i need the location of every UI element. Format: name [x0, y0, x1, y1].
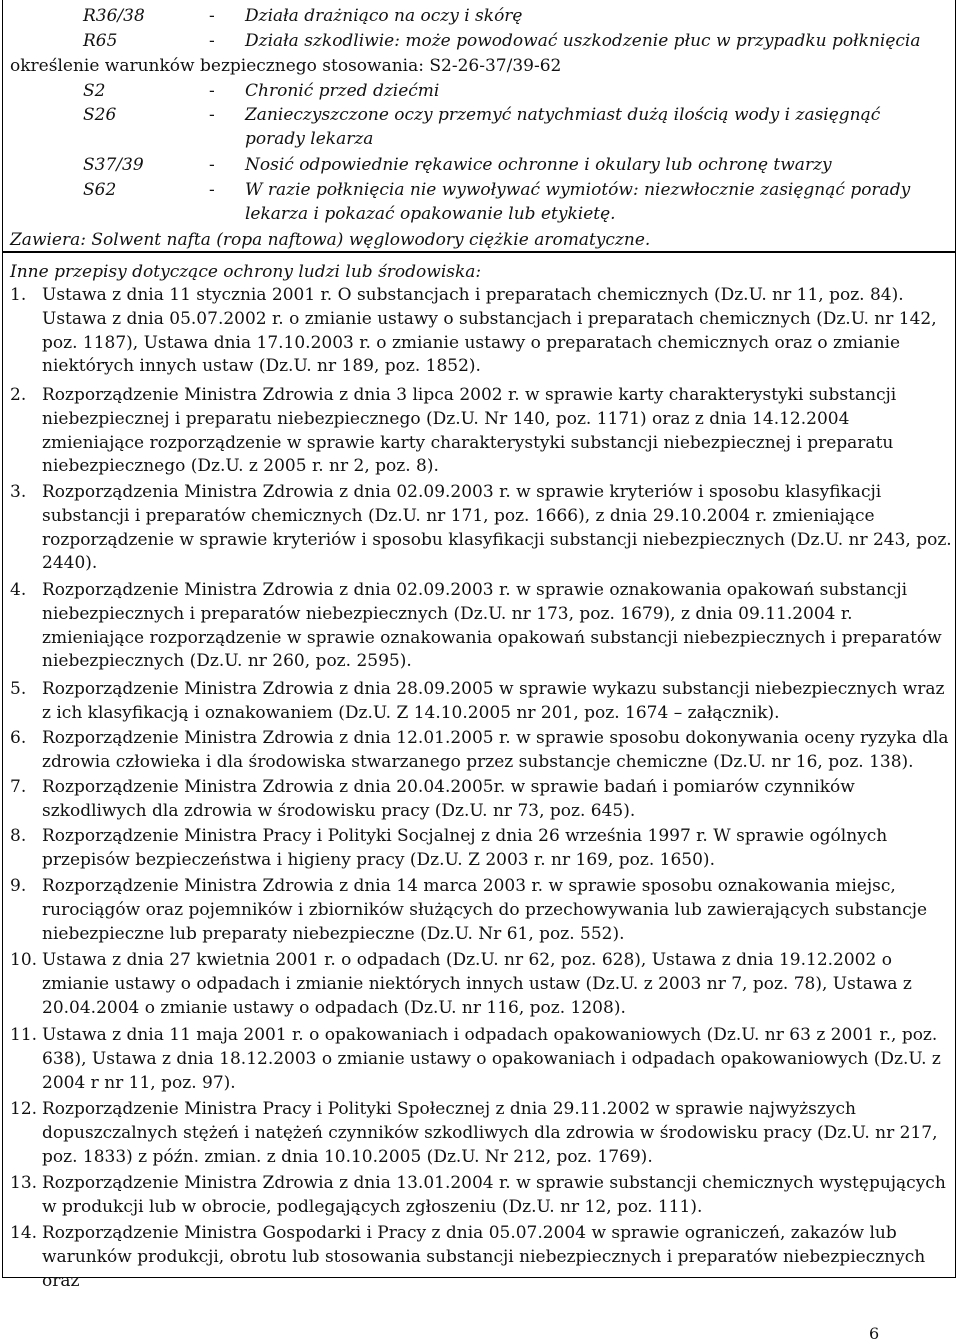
- s-phrase-text: Nosić odpowiednie rękawice ochronne i okulary lub ochronę twarzy: [245, 155, 832, 175]
- regulation-text: Rozporządzenie Ministra Zdrowia z dnia 14 marca 2003 r. w sprawie sposobu oznakowania miejsc, rurociągów oraz pojemników i zbiorników służących do przechowywania lub zawierających substancje niebezpieczne lub preparaty niebezpieczne (Dz.U. Nr 61, poz. 552).: [42, 876, 928, 944]
- s-phrase-dash: -: [209, 155, 215, 175]
- regulation-text: Ustawa z dnia 11 maja 2001 r. o opakowaniach i odpadach opakowaniowych (Dz.U. nr 63 z 2001 r., poz. 638), Ustawa z dnia 18.12.2003 o zmianie ustawy o opakowaniach i odpadach opakowaniowych (Dz.U. z 2004 r nr 11, poz. 97).: [42, 1025, 941, 1093]
- regulation-text: Rozporządzenie Ministra Pracy i Polityki Socjalnej z dnia 26 września 1997 r. W sprawie ogólnych przepisów bezpieczeństwa i higieny pracy (Dz.U. Z 2003 r. nr 169, poz. 1650).: [42, 826, 888, 870]
- regulation-number: 14.: [10, 1223, 38, 1243]
- regulation-text: Rozporządzenie Ministra Zdrowia z dnia 12.01.2005 r. w sprawie sposobu dokonywania oceny ryzyka dla zdrowia człowieka i dla środowiska stwarzanego przez substancje chemiczne (Dz.U. nr 16, poz. 138).: [42, 728, 949, 772]
- regulation-number: 10.: [10, 950, 38, 970]
- r-phrase-dash: -: [209, 6, 215, 26]
- regulation-number: 5.: [10, 679, 27, 699]
- regulation-number: 13.: [10, 1173, 38, 1193]
- regulation-number: 4.: [10, 580, 27, 600]
- page-number: 6: [869, 1324, 880, 1343]
- regulation-text: Rozporządzenie Ministra Zdrowia z dnia 02.09.2003 r. w sprawie oznakowania opakowań substancji niebezpiecznych i preparatów niebezpiecznych (Dz.U. nr 173, poz. 1679), z dnia 09.11.2004 r. zmieniające rozporządzenie w sprawie oznakowania opakowań substancji niebezpiecznych i preparatów niebezpiecznych (Dz.U. nr 260, poz. 2595).: [42, 580, 942, 672]
- s-phrase-code: S62: [83, 180, 117, 200]
- r-phrase-dash: -: [209, 31, 215, 51]
- contains-note: Zawiera: Solwent nafta (ropa naftowa) węglowodory ciężkie aromatyczne.: [10, 230, 651, 250]
- s-phrase-dash: -: [209, 180, 215, 200]
- regulation-text: Rozporządzenie Ministra Pracy i Polityki Społecznej z dnia 29.11.2002 w sprawie najwyższych dopuszczalnych stężeń i natężeń czynników szkodliwych dla zdrowia w środowisku pracy (Dz.U. nr 217, poz. 1833) z późn. zmian. z dnia 10.10.2005 (Dz.U. Nr 212, poz. 1769).: [42, 1099, 938, 1167]
- regulation-number: 12.: [10, 1099, 38, 1119]
- regulation-text: Rozporządzenie Ministra Zdrowia z dnia 13.01.2004 r. w sprawie substancji chemicznych występujących w produkcji lub w obrocie, podlegających zgłoszeniu (Dz.U. nr 12, poz. 111).: [42, 1173, 946, 1217]
- regulations-heading: Inne przepisy dotyczące ochrony ludzi lub środowiska:: [10, 262, 482, 282]
- r-phrase-text: Działa drażniąco na oczy i skórę: [245, 6, 523, 26]
- r-phrase-code: R36/38: [83, 6, 145, 26]
- r-phrase-code: R65: [83, 31, 118, 51]
- regulation-text: Rozporządzenie Ministra Zdrowia z dnia 20.04.2005r. w sprawie badań i pomiarów czynników szkodliwych dla zdrowia w środowisku pracy (Dz.U. nr 73, poz. 645).: [42, 777, 855, 821]
- regulation-number: 1.: [10, 285, 27, 305]
- regulation-number: 8.: [10, 826, 27, 846]
- regulation-number: 2.: [10, 385, 27, 405]
- regulation-text: Rozporządzenie Ministra Gospodarki i Pracy z dnia 05.07.2004 w sprawie ograniczeń, zakazów lub warunków produkcji, obrotu lub stosowania substancji niebezpiecznych i preparatów niebezpiecznych oraz: [42, 1223, 926, 1291]
- regulation-text: Ustawa z dnia 27 kwietnia 2001 r. o odpadach (Dz.U. nr 62, poz. 628), Ustawa z dnia 19.12.2002 o zmianie ustawy o odpadach i zmianie niektórych innych ustaw (Dz.U. z 2003 nr 7, poz. 78), Ustawa z 20.04.2004 o zmianie ustawy o odpadach (Dz.U. nr 116, poz. 1208).: [42, 950, 912, 1018]
- s-phrase-code: S26: [83, 105, 117, 125]
- regulation-text: Ustawa z dnia 11 stycznia 2001 r. O substancjach i preparatach chemicznych (Dz.U. nr 11, poz. 84). Ustawa z dnia 05.07.2002 r. o zmianie ustawy o substancjach i preparatach chemicznych (Dz.U. nr 142, poz. 1187), Ustawa dnia 17.10.2003 r. o zmianie ustawy o preparatach chemicznych oraz o zmianie niektórych innych ustaw (Dz.U. nr 189, poz. 1852).: [42, 285, 937, 377]
- s-phrase-text: Zanieczyszczone oczy przemyć natychmiast dużą ilością wody i zasięgnąć porady lekarza: [245, 105, 881, 149]
- regulation-text: Rozporządzenie Ministra Zdrowia z dnia 3 lipca 2002 r. w sprawie karty charakterystyki substancji niebezpiecznej i preparatu niebezpiecznego (Dz.U. Nr 140, poz. 1171) oraz z dnia 14.12.2004 zmieniające rozporządzenie w sprawie karty charakterystyki substancji niebezpiecznej i preparatu niebezpiecznego (Dz.U. z 2005 r. nr 2, poz. 8).: [42, 385, 897, 477]
- s-phrase-text: W razie połknięcia nie wywoływać wymiotów: niezwłocznie zasięgnąć porady lekarza i pokazać opakowanie lub etykietę.: [245, 180, 911, 224]
- s-phrase-code: S2: [83, 81, 106, 101]
- regulation-number: 11.: [10, 1025, 38, 1045]
- regulation-text: Rozporządzenie Ministra Zdrowia z dnia 28.09.2005 w sprawie wykazu substancji niebezpiecznych wraz z ich klasyfikacją i oznakowaniem (Dz.U. Z 14.10.2005 nr 201, poz. 1674 – załącznik).: [42, 679, 945, 723]
- s-phrase-dash: -: [209, 81, 215, 101]
- regulation-number: 3.: [10, 482, 27, 502]
- s-phrase-text: Chronić przed dziećmi: [245, 81, 440, 101]
- s-phrase-dash: -: [209, 105, 215, 125]
- r-phrase-text: Działa szkodliwie: może powodować uszkodzenie płuc w przypadku połknięcia: [245, 31, 921, 51]
- s-phrase-code: S37/39: [83, 155, 144, 175]
- regulation-number: 7.: [10, 777, 27, 797]
- regulation-text: Rozporządzenia Ministra Zdrowia z dnia 02.09.2003 r. w sprawie kryteriów i sposobu klasyfikacji substancji i preparatów chemicznych (Dz.U. nr 171, poz. 1666), z dnia 29.10.2004 r. zmieniające rozporządzenie w sprawie kryteriów i sposobu klasyfikacji substancji niebezpiecznych (Dz.U. nr 243, poz. 2440).: [42, 482, 952, 574]
- safety-heading: określenie warunków bezpiecznego stosowania: S2-26-37/39-62: [10, 56, 562, 76]
- regulation-number: 6.: [10, 728, 27, 748]
- regulation-number: 9.: [10, 876, 27, 896]
